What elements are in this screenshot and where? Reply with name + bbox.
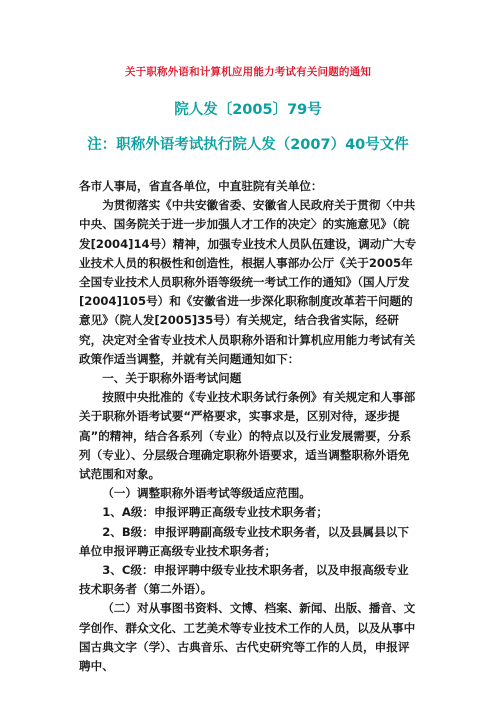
paragraph-policy: 按照中央批准的《专业技术职务试行条例》有关规定和人事部关于职称外语考试要“严格要求，实事求是，区别对待，逐步提高”的精神，结合各系列（专业）的特点以及行业发展需要，分系列（专业）、分层级合理确定职称外语要求，适当调整职称外语免试范围和对象。 <box>79 390 416 482</box>
list-item-level-a: 1、A级：申报评聘正高级专业技术职务者； <box>102 505 328 520</box>
list-item-level-b: 2、B级：申报评聘副高级专业技术职务者，以及县属县以下单位申报评聘正高级专业技术职务者； <box>79 524 409 558</box>
paragraph-intro: 为贯彻落实《中共安徽省委、安徽省人民政府关于贯彻〈中共中央、国务院关于进一步加强人才工作的决定〉的实施意见》（皖发[2004]14号）精神，加强专业技术人员队伍建设，调动广大专业技术人员的积极性和创造性，根据人事部办公厅《关于2005年全国专业技术人员职称外语等级统一考试工作的通知》（国人厅发[2004]105号）和《安徽省进一步深化职称制度改革若干问题的意见》（院人发[2005]35号）有关规定，结合我省实际，经研究，决定对全省专业技术人员职称外语和计算机应用能力考试有关政策作适当调整，并就有关问题通知如下： <box>79 198 417 366</box>
section-heading-foreign-language: 一、关于职称外语考试问题 <box>102 371 242 386</box>
salutation: 各市人事局，省直各单位，中直驻院有关单位： <box>79 179 323 193</box>
document-title: 关于职称外语和计算机应用能力考试有关问题的通知 <box>124 66 372 78</box>
document-note: 注：职称外语考试执行院人发（2007）40号文件 <box>87 137 409 153</box>
paragraph-exemption: （二）对从事图书资料、文博、档案、新闻、出版、播音、文学创作、群众文化、工艺美术等专业技术工作的人员，以及从事中国古典文字（学）、古典音乐、古代史研究等工作的人员，申报评聘中、 <box>79 601 416 674</box>
document-body <box>79 177 419 676</box>
document-number: 院人发〔2005〕79号 <box>174 102 322 118</box>
list-item-level-c: 3、C级：申报评聘中级专业技术职务者，以及申报高级专业技术职务者（第二外语）。 <box>79 563 409 597</box>
subheading-level-scope: （一）调整职称外语考试等级适应范围。 <box>102 486 311 501</box>
